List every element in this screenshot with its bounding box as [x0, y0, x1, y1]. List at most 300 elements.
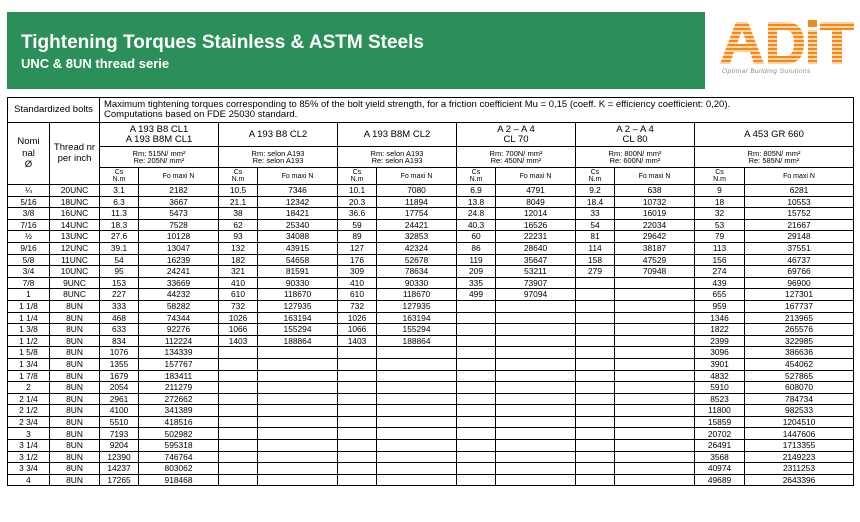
value-cell: 834 [100, 335, 139, 347]
value-cell: 21.1 [219, 196, 258, 208]
value-cell [457, 416, 496, 428]
thread-cell: 8UN [50, 382, 100, 394]
value-cell: 7193 [100, 428, 139, 440]
value-cell: 959 [695, 300, 745, 312]
rm-value: Rm: 800N/ mm² [608, 148, 662, 158]
value-cell: 40.3 [457, 219, 496, 231]
value-cell: 16019 [615, 208, 695, 220]
thread-cell: 8UN [50, 474, 100, 486]
value-cell: 439 [695, 277, 745, 289]
page-header [0, 0, 860, 96]
table-description [100, 98, 854, 123]
nominal-cell: 1 1/8 [8, 300, 50, 312]
rm-value: Rm: selon A193 [370, 148, 424, 158]
value-cell: 322985 [745, 335, 854, 347]
value-cell [338, 440, 377, 452]
value-cell [457, 463, 496, 475]
value-cell: 15752 [745, 208, 854, 220]
value-cell: 468 [100, 312, 139, 324]
nominal-cell: 2 3/4 [8, 416, 50, 428]
value-cell [457, 300, 496, 312]
value-cell [615, 347, 695, 359]
value-cell: 527865 [745, 370, 854, 382]
thread-cell: 13UNC [50, 231, 100, 243]
value-cell: 7080 [377, 185, 457, 197]
value-cell: 11800 [695, 405, 745, 417]
value-cell: 33 [576, 208, 615, 220]
value-cell: 4100 [100, 405, 139, 417]
value-cell [338, 370, 377, 382]
value-cell: 274 [695, 266, 745, 278]
nominal-cell: 1 1/2 [8, 335, 50, 347]
value-cell [219, 370, 258, 382]
value-cell: 18.4 [576, 196, 615, 208]
thread-cell: 8UN [50, 416, 100, 428]
value-cell: 188864 [258, 335, 338, 347]
value-cell [457, 358, 496, 370]
value-cell: 158 [576, 254, 615, 266]
value-cell: 118670 [377, 289, 457, 301]
value-cell [258, 393, 338, 405]
value-cell: 167737 [745, 300, 854, 312]
value-cell [258, 474, 338, 486]
value-cell: 279 [576, 266, 615, 278]
value-cell: 10.1 [338, 185, 377, 197]
value-cell: 410 [219, 277, 258, 289]
value-cell [496, 300, 576, 312]
value-cell: 2399 [695, 335, 745, 347]
value-cell: 54658 [258, 254, 338, 266]
value-cell: 982533 [745, 405, 854, 417]
value-cell: 54 [100, 254, 139, 266]
nominal-cell: 1 5/8 [8, 347, 50, 359]
table-row [8, 335, 854, 347]
value-cell: 10.5 [219, 185, 258, 197]
value-cell [457, 393, 496, 405]
value-cell: 1066 [219, 324, 258, 336]
value-cell: 746764 [139, 451, 219, 463]
value-cell: 27.6 [100, 231, 139, 243]
value-cell: 1679 [100, 370, 139, 382]
value-cell: 163194 [377, 312, 457, 324]
value-cell: 8049 [496, 196, 576, 208]
value-cell [615, 463, 695, 475]
table-row [8, 266, 854, 278]
table-row [8, 428, 854, 440]
value-cell: 2311253 [745, 463, 854, 475]
value-cell [615, 451, 695, 463]
nominal-cell: 7/16 [8, 219, 50, 231]
value-cell: 14237 [100, 463, 139, 475]
standardized-bolts-header: Standardized bolts [8, 98, 100, 123]
value-cell: 22034 [615, 219, 695, 231]
grade-strength [100, 147, 219, 168]
nominal-cell: 2 [8, 382, 50, 394]
value-cell: 595318 [139, 440, 219, 452]
value-cell [496, 428, 576, 440]
value-cell: 163194 [258, 312, 338, 324]
value-cell [576, 358, 615, 370]
value-cell: 633 [100, 324, 139, 336]
grade-header: A 193 B8 CL2 [219, 123, 338, 147]
value-cell: 5473 [139, 208, 219, 220]
value-cell: 11894 [377, 196, 457, 208]
value-cell: 60 [457, 231, 496, 243]
value-cell: 157767 [139, 358, 219, 370]
value-cell [377, 382, 457, 394]
value-cell: 13.8 [457, 196, 496, 208]
value-cell: 70948 [615, 266, 695, 278]
thread-header: Thread nr per inch [50, 123, 100, 185]
value-cell: 113 [695, 242, 745, 254]
value-cell [576, 474, 615, 486]
value-cell: 35647 [496, 254, 576, 266]
value-cell [576, 277, 615, 289]
value-cell: 73907 [496, 277, 576, 289]
re-value: Re: 600N/ mm² [609, 156, 661, 165]
table-row [8, 405, 854, 417]
re-value: Re: selon A193 [252, 156, 304, 165]
value-cell: 155294 [258, 324, 338, 336]
thread-cell: 11UNC [50, 254, 100, 266]
value-cell: 638 [615, 185, 695, 197]
value-cell: 784734 [745, 393, 854, 405]
value-cell: 5910 [695, 382, 745, 394]
value-cell [219, 463, 258, 475]
value-cell [219, 382, 258, 394]
value-cell: 2054 [100, 382, 139, 394]
value-cell [496, 347, 576, 359]
value-cell [576, 370, 615, 382]
nominal-cell: 3 3/4 [8, 463, 50, 475]
grade-strength [695, 147, 854, 168]
value-cell [615, 440, 695, 452]
nominal-cell: ¼ [8, 185, 50, 197]
table-row [8, 451, 854, 463]
value-cell: 46737 [745, 254, 854, 266]
thread-cell: 8UN [50, 358, 100, 370]
value-cell [496, 382, 576, 394]
logo-tagline: Optimal Building Solutions [722, 68, 811, 75]
value-cell: 3.1 [100, 185, 139, 197]
value-cell [377, 370, 457, 382]
fo-header: Fo maxi N [745, 168, 854, 185]
table-row [8, 219, 854, 231]
value-cell [258, 451, 338, 463]
value-cell [615, 324, 695, 336]
value-cell [615, 474, 695, 486]
value-cell: 28640 [496, 242, 576, 254]
nominal-cell: 3 [8, 428, 50, 440]
thread-cell: 8UN [50, 312, 100, 324]
value-cell [377, 440, 457, 452]
value-cell: 92276 [139, 324, 219, 336]
value-cell [615, 335, 695, 347]
value-cell [576, 393, 615, 405]
table-row [8, 185, 854, 197]
thread-cell: 8UN [50, 440, 100, 452]
value-cell: 12342 [258, 196, 338, 208]
value-cell: 7528 [139, 219, 219, 231]
table-row [8, 254, 854, 266]
value-cell: 3096 [695, 347, 745, 359]
value-cell [338, 382, 377, 394]
value-cell [457, 382, 496, 394]
value-cell: 93 [219, 231, 258, 243]
grade-strength [576, 147, 695, 168]
value-cell: 1026 [219, 312, 258, 324]
value-cell: 1066 [338, 324, 377, 336]
value-cell: 38187 [615, 242, 695, 254]
value-cell [457, 370, 496, 382]
rm-value: Rm: selon A193 [251, 148, 305, 158]
thread-cell: 14UNC [50, 219, 100, 231]
fo-header: Fo maxi N [496, 168, 576, 185]
value-cell: 33669 [139, 277, 219, 289]
value-cell [615, 405, 695, 417]
value-cell: 155294 [377, 324, 457, 336]
value-cell [615, 370, 695, 382]
value-cell [338, 393, 377, 405]
value-cell: 97094 [496, 289, 576, 301]
value-cell: 309 [338, 266, 377, 278]
table-row [8, 312, 854, 324]
value-cell: 90330 [258, 277, 338, 289]
table-row [8, 347, 854, 359]
value-cell [615, 312, 695, 324]
value-cell [615, 289, 695, 301]
nominal-cell: 3 1/4 [8, 440, 50, 452]
value-cell: 90330 [377, 277, 457, 289]
thread-cell: 8UN [50, 370, 100, 382]
title-banner [7, 12, 705, 89]
value-cell: 3901 [695, 358, 745, 370]
thread-cell: 8UN [50, 451, 100, 463]
value-cell: 272662 [139, 393, 219, 405]
value-cell [576, 300, 615, 312]
torque-table [7, 97, 854, 486]
thread-cell: 8UN [50, 428, 100, 440]
grade-strength [457, 147, 576, 168]
value-cell: 1026 [338, 312, 377, 324]
value-cell: 16239 [139, 254, 219, 266]
value-cell [258, 416, 338, 428]
value-cell: 6.3 [100, 196, 139, 208]
value-cell: 213965 [745, 312, 854, 324]
table-row [8, 208, 854, 220]
grade-header: A 2 – A 4 CL 70 [457, 123, 576, 147]
value-cell: 127301 [745, 289, 854, 301]
table-row [8, 393, 854, 405]
thread-cell: 8UN [50, 393, 100, 405]
value-cell: 10553 [745, 196, 854, 208]
value-cell [496, 474, 576, 486]
value-cell [377, 428, 457, 440]
value-cell [377, 347, 457, 359]
thread-cell: 10UNC [50, 266, 100, 278]
value-cell: 40974 [695, 463, 745, 475]
table-row [8, 463, 854, 475]
nominal-cell: 1 3/8 [8, 324, 50, 336]
value-cell [457, 451, 496, 463]
value-cell: 52678 [377, 254, 457, 266]
value-cell [457, 312, 496, 324]
value-cell [457, 347, 496, 359]
value-cell [377, 463, 457, 475]
thread-cell: 8UN [50, 324, 100, 336]
value-cell: 49689 [695, 474, 745, 486]
value-cell: 6.9 [457, 185, 496, 197]
value-cell [377, 474, 457, 486]
value-cell [496, 393, 576, 405]
grade-strength [219, 147, 338, 168]
value-cell [615, 382, 695, 394]
value-cell: 5510 [100, 416, 139, 428]
value-cell: 81 [576, 231, 615, 243]
value-cell [338, 358, 377, 370]
value-cell [338, 347, 377, 359]
fo-header: Fo maxi N [377, 168, 457, 185]
thread-cell: 8UN [50, 347, 100, 359]
value-cell [496, 451, 576, 463]
value-cell: 1403 [219, 335, 258, 347]
company-logo [716, 16, 856, 86]
value-cell: 127935 [258, 300, 338, 312]
value-cell: 53 [695, 219, 745, 231]
value-cell: 176 [338, 254, 377, 266]
re-value: Re: 205N/ mm² [133, 156, 185, 165]
value-cell [377, 358, 457, 370]
value-cell: 610 [219, 289, 258, 301]
value-cell: 24241 [139, 266, 219, 278]
value-cell: 22231 [496, 231, 576, 243]
value-cell: 608070 [745, 382, 854, 394]
grade-header: A 193 B8M CL2 [338, 123, 457, 147]
value-cell: 1822 [695, 324, 745, 336]
value-cell: 12014 [496, 208, 576, 220]
value-cell [457, 440, 496, 452]
table-row [8, 370, 854, 382]
thread-cell: 20UNC [50, 185, 100, 197]
value-cell [219, 474, 258, 486]
value-cell: 32 [695, 208, 745, 220]
value-cell: 410 [338, 277, 377, 289]
nominal-cell: 5/8 [8, 254, 50, 266]
value-cell: 32853 [377, 231, 457, 243]
value-cell: 2182 [139, 185, 219, 197]
value-cell: 12390 [100, 451, 139, 463]
table-row [8, 242, 854, 254]
value-cell: 333 [100, 300, 139, 312]
value-cell [377, 451, 457, 463]
value-cell [576, 440, 615, 452]
value-cell [219, 451, 258, 463]
value-cell [496, 335, 576, 347]
nominal-cell: 7/8 [8, 277, 50, 289]
nominal-cell: 5/16 [8, 196, 50, 208]
value-cell: 732 [338, 300, 377, 312]
value-cell [219, 440, 258, 452]
value-cell: 16526 [496, 219, 576, 231]
value-cell: 42324 [377, 242, 457, 254]
value-cell [219, 405, 258, 417]
value-cell: 18421 [258, 208, 338, 220]
value-cell [576, 289, 615, 301]
grade-header: A 2 – A 4 CL 80 [576, 123, 695, 147]
value-cell: 6281 [745, 185, 854, 197]
nominal-cell: 2 1/2 [8, 405, 50, 417]
value-cell: 15859 [695, 416, 745, 428]
value-cell: 53211 [496, 266, 576, 278]
value-cell: 20.3 [338, 196, 377, 208]
nominal-cell: 1 1/4 [8, 312, 50, 324]
value-cell: 1713355 [745, 440, 854, 452]
value-cell: 39.1 [100, 242, 139, 254]
value-cell: 10128 [139, 231, 219, 243]
cs-header: Cs N.m [457, 168, 496, 185]
value-cell [377, 416, 457, 428]
value-cell: 1346 [695, 312, 745, 324]
cs-header: Cs N.m [576, 168, 615, 185]
value-cell: 134339 [139, 347, 219, 359]
nominal-cell: 2 1/4 [8, 393, 50, 405]
cs-header: Cs N.m [100, 168, 139, 185]
value-cell: 1403 [338, 335, 377, 347]
grade-header: A 453 GR 660 [695, 123, 854, 147]
table-row [8, 277, 854, 289]
value-cell [576, 324, 615, 336]
nominal-cell: 3/8 [8, 208, 50, 220]
value-cell [377, 405, 457, 417]
value-cell [258, 370, 338, 382]
table-row [8, 416, 854, 428]
value-cell [258, 405, 338, 417]
value-cell: 37551 [745, 242, 854, 254]
value-cell [615, 277, 695, 289]
thread-cell: 9UNC [50, 277, 100, 289]
nominal-cell: 3 1/2 [8, 451, 50, 463]
value-cell: 54 [576, 219, 615, 231]
value-cell: 26491 [695, 440, 745, 452]
value-cell: 78634 [377, 266, 457, 278]
value-cell: 86 [457, 242, 496, 254]
value-cell: 610 [338, 289, 377, 301]
value-cell [615, 393, 695, 405]
table-row [8, 382, 854, 394]
value-cell: 62 [219, 219, 258, 231]
cs-header: Cs N.m [219, 168, 258, 185]
value-cell: 1447606 [745, 428, 854, 440]
value-cell: 118670 [258, 289, 338, 301]
value-cell: 454062 [745, 358, 854, 370]
value-cell [219, 393, 258, 405]
thread-cell: 8UN [50, 405, 100, 417]
value-cell: 188864 [377, 335, 457, 347]
value-cell [496, 463, 576, 475]
thread-cell: 8UN [50, 300, 100, 312]
value-cell: 7346 [258, 185, 338, 197]
value-cell [457, 405, 496, 417]
page-subtitle: UNC & 8UN thread serie [21, 56, 170, 71]
value-cell: 81591 [258, 266, 338, 278]
thread-cell: 18UNC [50, 196, 100, 208]
thread-cell: 16UNC [50, 208, 100, 220]
value-cell: 96900 [745, 277, 854, 289]
value-cell: 211279 [139, 382, 219, 394]
value-cell [496, 358, 576, 370]
thread-cell: 12UNC [50, 242, 100, 254]
value-cell: 918468 [139, 474, 219, 486]
